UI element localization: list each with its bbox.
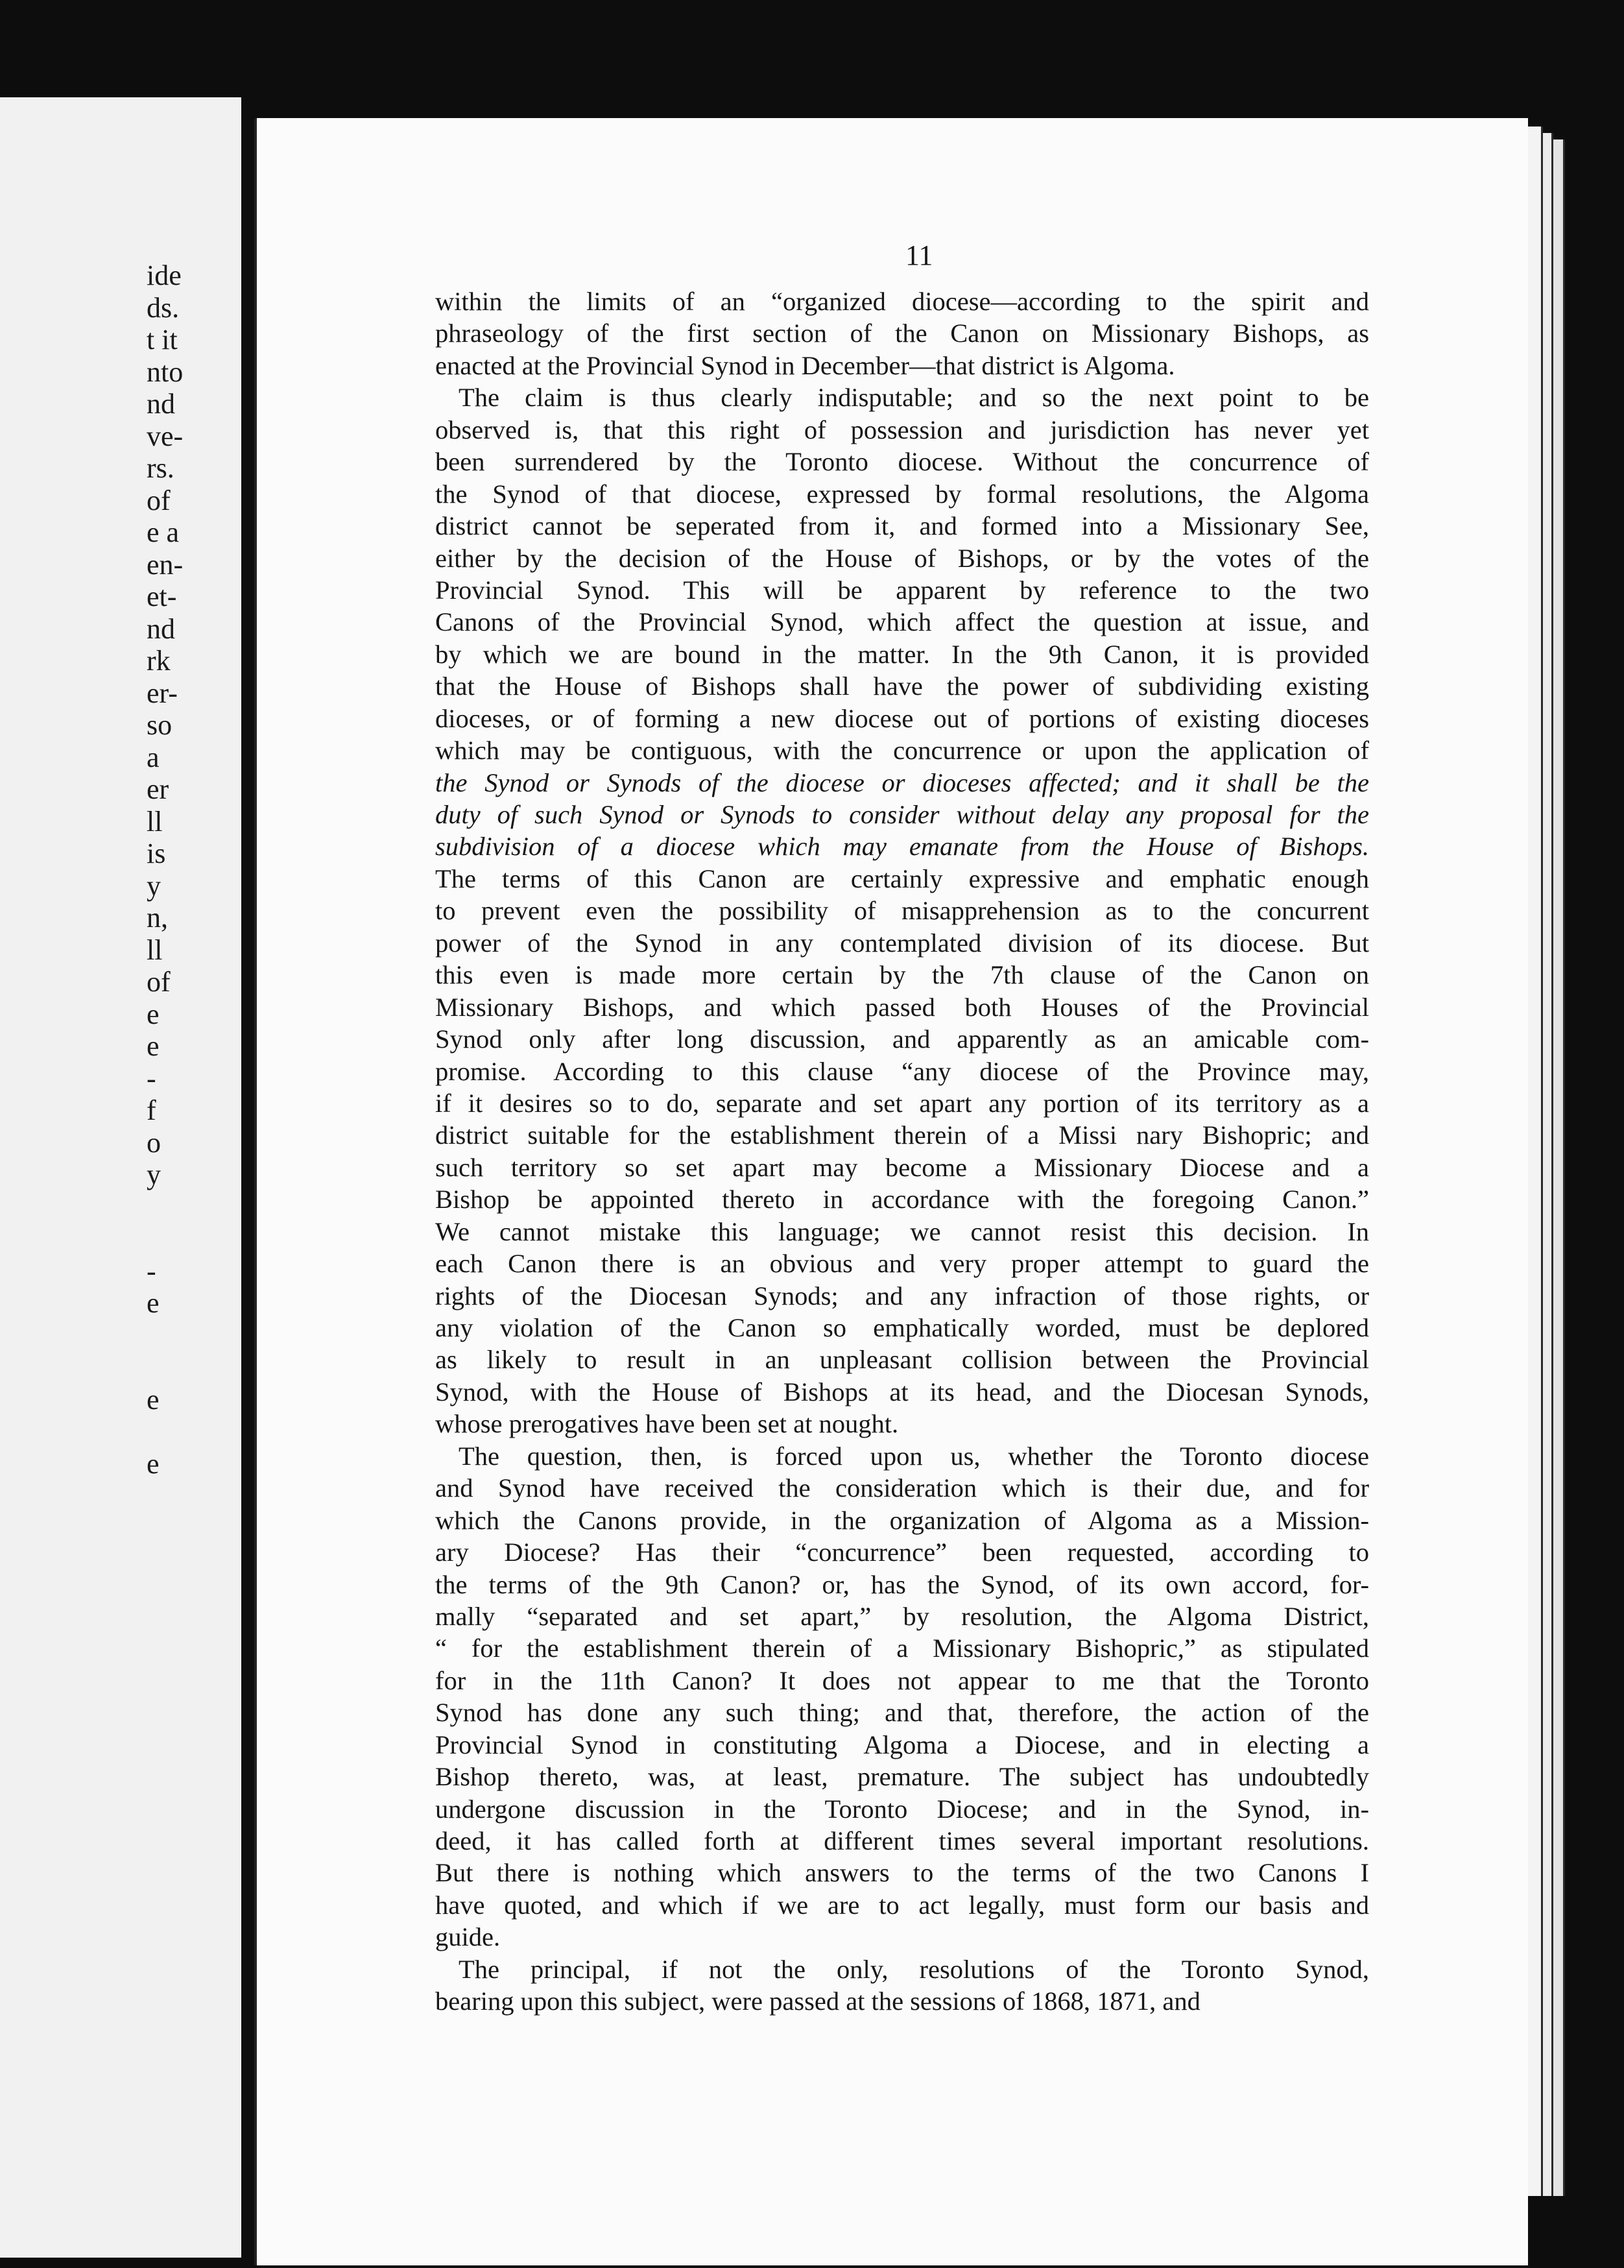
text-line: The question, then, is forced upon us, whether the Toronto diocese [459, 1441, 1369, 1471]
facing-page-fragment: n, [147, 902, 168, 934]
facing-page-fragment: ide [147, 259, 182, 291]
facing-page-fragment: ds. [147, 291, 180, 324]
text-line: The principal, if not the only, resolutions of the Toronto Synod, [459, 1954, 1369, 1984]
facing-page-fragment [147, 1351, 237, 1384]
facing-page-fragment: nto [147, 356, 184, 388]
text-line: the Synod of that diocese, expressed by formal resolutions, the Algoma [435, 479, 1369, 509]
text-line: the Synod or Synods of the diocese or dioceses affected; and it shall be the [435, 767, 1369, 797]
text-line: as likely to result in an unpleasant collision between the Provincial [435, 1345, 1369, 1375]
facing-page-fragment: e a [147, 516, 180, 548]
text-line: bearing upon this subject, were passed at the sessions of 1868, 1871, and [435, 1986, 1200, 2016]
facing-page-fragment: er [147, 773, 169, 805]
text-line: subdivision of a diocese which may emanate from the House of Bishops. [435, 832, 1369, 862]
text-line: and Synod have received the consideration which is their due, and for [435, 1473, 1369, 1503]
facing-page-fragment: ll [147, 934, 163, 966]
text-line: undergone discussion in the Toronto Diocese; and in the Synod, in- [435, 1794, 1369, 1824]
facing-page-fragment: rk [147, 645, 171, 677]
facing-page-fragment [147, 1191, 237, 1224]
facing-page-fragment: nd [147, 612, 175, 645]
text-line: if it desires so to do, separate and set apart any portion of its territory as a [435, 1088, 1369, 1118]
facing-page-fragment: o [147, 1126, 161, 1159]
facing-page-fragment: ve- [147, 420, 184, 452]
facing-page-fragment: f [147, 1094, 156, 1126]
text-line: phraseology of the first section of the Canon on Missionary Bishops, as [435, 319, 1369, 348]
text-line: Synod, with the House of Bishops at its head, and the Diocesan Synods, [435, 1377, 1369, 1406]
facing-page-fragment: e [147, 998, 160, 1030]
document-page [254, 118, 1528, 2265]
facing-page-fragment: nd [147, 388, 175, 420]
facing-page-fragment: rs. [147, 452, 174, 484]
text-line: observed is, that this right of possession and jurisdiction has never yet [435, 415, 1369, 444]
facing-page-fragment: e [147, 1030, 160, 1062]
text-line: dioceses, or of forming a new diocese out of portions of existing dioceses [435, 703, 1369, 733]
page-number: 11 [905, 239, 933, 271]
text-line: for in the 11th Canon? It does not appear to me that the Toronto [435, 1665, 1369, 1695]
facing-page-fragment [147, 1320, 237, 1352]
facing-page-fragment: y [147, 1159, 161, 1190]
facing-page-fragment: e [147, 1383, 160, 1416]
facing-page-fragment: en- [147, 548, 184, 581]
facing-page-fragment: t it [147, 324, 178, 356]
facing-page-text-fragments [147, 259, 237, 1480]
text-line: Canons of the Provincial Synod, which affect the question at issue, and [435, 607, 1369, 637]
text-line: within the limits of an “organized diocese—according to the spirit and [435, 287, 1369, 316]
text-line: deed, it has called forth at different times several important resolutions. [435, 1826, 1369, 1855]
facing-page-fragment: - [147, 1062, 156, 1094]
text-line: that the House of Bishops shall have the power of subdividing existing [435, 671, 1369, 701]
text-line: The terms of this Canon are certainly expressive and emphatic enough [435, 863, 1369, 893]
facing-page-fragment: ll [147, 805, 163, 838]
text-line: either by the decision of the House of Bishops, or by the votes of the [435, 543, 1369, 573]
text-line: any violation of the Canon so emphatically worded, must be deplored [435, 1313, 1369, 1342]
facing-page-fragment [147, 1416, 237, 1448]
text-line: whose prerogatives have been set at nought. [435, 1409, 899, 1439]
text-line: We cannot mistake this language; we cannot resist this decision. In [435, 1216, 1369, 1246]
facing-page [0, 97, 241, 2258]
text-line: been surrendered by the Toronto diocese. Without the concurrence of [435, 447, 1369, 477]
text-line: Missionary Bishops, and which passed both Houses of the Provincial [435, 992, 1369, 1022]
facing-page-fragment: y [147, 869, 161, 902]
facing-page-fragment: - [147, 1255, 156, 1287]
text-line: rights of the Diocesan Synods; and any infraction of those rights, or [435, 1281, 1369, 1310]
facing-page-fragment: so [147, 709, 173, 741]
text-line: promise. According to this clause “any diocese of the Province may, [435, 1056, 1369, 1086]
text-line: this even is made more certain by the 7th clause of the Canon on [435, 960, 1369, 990]
text-line: which may be contiguous, with the concurrence or upon the application of [435, 736, 1369, 766]
text-line: Provincial Synod. This will be apparent by reference to the two [435, 575, 1369, 605]
text-line: Synod has done any such thing; and that, therefore, the action of the [435, 1698, 1369, 1728]
text-line: each Canon there is an obvious and very proper attempt to guard the [435, 1249, 1369, 1279]
text-line: by which we are bound in the matter. In the 9th Canon, it is provided [435, 639, 1369, 669]
facing-page-fragment: of [147, 966, 171, 998]
text-line: to prevent even the possibility of misapprehension as to the concurrent [435, 896, 1369, 926]
facing-page-fragment: e [147, 1447, 160, 1480]
facing-page-fragment [147, 1223, 237, 1255]
text-line: district suitable for the establishment therein of a Missi nary Bishopric; and [435, 1120, 1369, 1150]
facing-page-fragment: a [147, 741, 160, 773]
text-line: Provincial Synod in constituting Algoma a Diocese, and in electing a [435, 1730, 1369, 1759]
text-line: But there is nothing which answers to the terms of the two Canons I [435, 1858, 1369, 1888]
text-line: guide. [435, 1922, 501, 1952]
text-line: Bishop thereto, was, at least, premature. The subject has undoubtedly [435, 1762, 1369, 1792]
facing-page-fragment: is [147, 838, 166, 869]
text-line: power of the Synod in any contemplated division of its diocese. But [435, 928, 1369, 958]
facing-page-fragment: et- [147, 581, 177, 612]
text-line: such territory so set apart may become a Missionary Diocese and a [435, 1152, 1369, 1182]
text-line: which the Canons provide, in the organization of Algoma as a Mission- [435, 1505, 1369, 1535]
text-line: The claim is thus clearly indisputable; and so the next point to be [459, 383, 1369, 413]
facing-page-fragment: er- [147, 677, 178, 709]
facing-page-fragment: e [147, 1287, 160, 1319]
text-line: mally “separated and set apart,” by resolution, the Algoma District, [435, 1601, 1369, 1631]
text-line: district cannot be seperated from it, and formed into a Missionary See, [435, 511, 1369, 541]
text-line: Synod only after long discussion, and apparently as an amicable com- [435, 1024, 1369, 1054]
text-line: ary Diocese? Has their “concurrence” been requested, according to [435, 1538, 1369, 1567]
page-body-text [435, 285, 1369, 2018]
text-line: duty of such Synod or Synods to consider without delay any proposal for the [435, 800, 1369, 829]
text-line: Bishop be appointed thereto in accordance with the foregoing Canon.” [435, 1185, 1369, 1214]
facing-page-fragment: of [147, 484, 171, 516]
text-line: have quoted, and which if we are to act legally, must form our basis and [435, 1890, 1369, 1920]
text-line: the terms of the 9th Canon? or, has the Synod, of its own accord, for- [435, 1569, 1369, 1599]
text-line: “ for the establishment therein of a Missionary Bishopric,” as stipulated [435, 1634, 1369, 1663]
text-line: enacted at the Provincial Synod in December—that district is Algoma. [435, 350, 1175, 380]
